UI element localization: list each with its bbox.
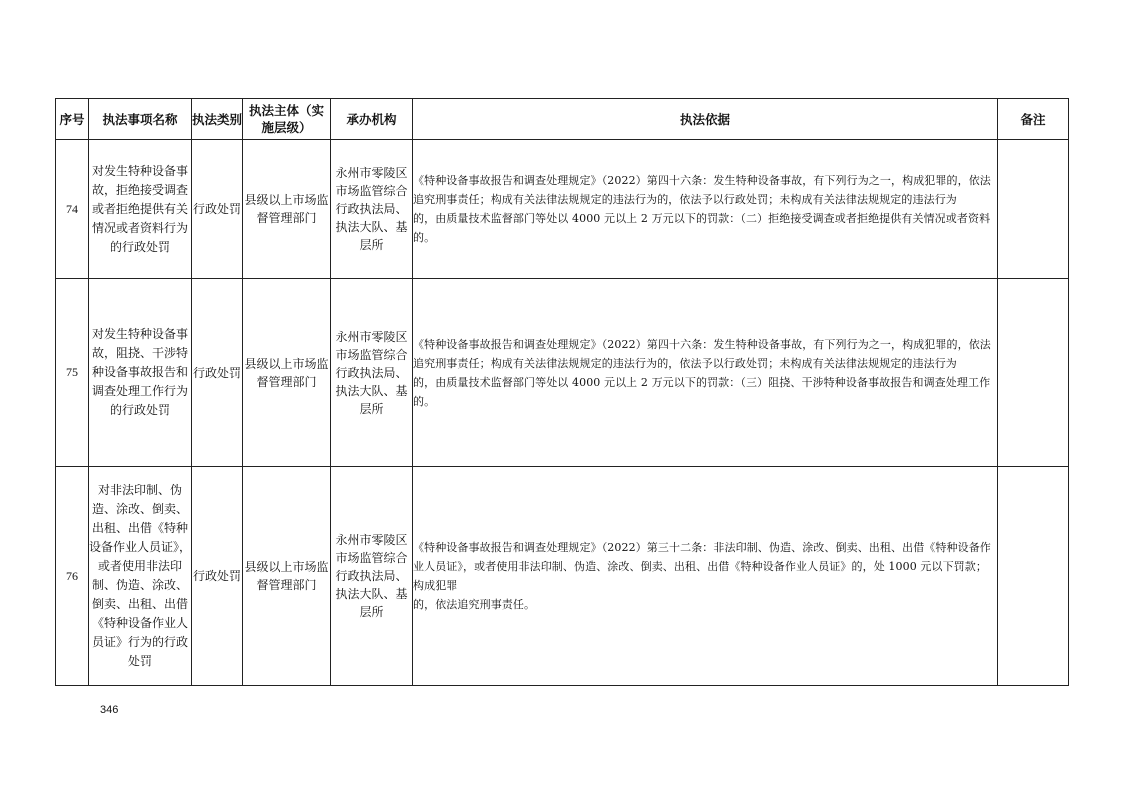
header-category: 执法类别 bbox=[192, 99, 243, 140]
row-name: 对发生特种设备事故，拒绝接受调查或者拒绝提供有关情况或者资料行为的行政处罚 bbox=[89, 140, 192, 279]
row-remark bbox=[998, 140, 1069, 279]
row-seq: 74 bbox=[56, 140, 89, 279]
row-agency: 永州市零陵区市场监管综合行政执法局、执法大队、基层所 bbox=[331, 467, 413, 686]
table-row bbox=[56, 467, 1069, 686]
header-agency: 承办机构 bbox=[331, 99, 413, 140]
row-remark bbox=[998, 467, 1069, 686]
row-name: 对非法印制、伪造、涂改、倒卖、出租、出借《特种设备作业人员证》，或者使用非法印制、伪造、涂改、倒卖、出租、出借《特种设备作业人员证》行为的行政处罚 bbox=[89, 467, 192, 686]
row-name: 对发生特种设备事故，阻挠、干涉特种设备事故报告和调查处理工作行为的行政处罚 bbox=[89, 279, 192, 467]
header-basis: 执法依据 bbox=[413, 99, 998, 140]
table-row bbox=[56, 140, 1069, 279]
header-name: 执法事项名称 bbox=[89, 99, 192, 140]
page-number: 346 bbox=[100, 704, 119, 716]
row-basis: 《特种设备事故报告和调查处理规定》（2022）第三十二条：非法印制、伪造、涂改、倒卖、出租、出借《特种设备作业人员证》，或者使用非法印制、伪造、涂改、倒卖、出租、出借《特种设备作业人员证》的，处 1000 元以下罚款；构成犯罪 的，依法追究刑事责任。 bbox=[413, 467, 998, 686]
header-remark: 备注 bbox=[998, 99, 1069, 140]
row-basis: 《特种设备事故报告和调查处理规定》（2022）第四十六条：发生特种设备事故，有下列行为之一，构成犯罪的，依法追究刑事责任；构成有关法律法规规定的违法行为的，依法予以行政处罚；未构成有关法律法规规定的违法行为 的，由质量技术监督部门等处以 4000 元以上 2 万元以下的罚款：（二）拒绝接受调查或者拒绝提供有关情况或者资料的。 bbox=[413, 140, 998, 279]
row-category: 行政处罚 bbox=[192, 140, 243, 279]
row-basis: 《特种设备事故报告和调查处理规定》（2022）第四十六条：发生特种设备事故，有下列行为之一，构成犯罪的，依法追究刑事责任；构成有关法律法规规定的违法行为的，依法予以行政处罚；未构成有关法律法规规定的违法行为 的，由质量技术监督部门等处以 4000 元以上 2 万元以下的罚款：（三）阻挠、干涉特种设备事故报告和调查处理工作的。 bbox=[413, 279, 998, 467]
row-subject: 县级以上市场监督管理部门 bbox=[243, 279, 331, 467]
table-row bbox=[56, 279, 1069, 467]
row-seq: 75 bbox=[56, 279, 89, 467]
header-subject: 执法主体（实施层级） bbox=[243, 99, 331, 140]
row-subject: 县级以上市场监督管理部门 bbox=[243, 467, 331, 686]
row-category: 行政处罚 bbox=[192, 279, 243, 467]
row-seq: 76 bbox=[56, 467, 89, 686]
row-agency: 永州市零陵区市场监管综合行政执法局、执法大队、基层所 bbox=[331, 140, 413, 279]
header-seq: 序号 bbox=[56, 99, 89, 140]
row-remark bbox=[998, 279, 1069, 467]
row-category: 行政处罚 bbox=[192, 467, 243, 686]
row-subject: 县级以上市场监督管理部门 bbox=[243, 140, 331, 279]
row-agency: 永州市零陵区市场监管综合行政执法局、执法大队、基层所 bbox=[331, 279, 413, 467]
table-header-row bbox=[56, 99, 1069, 140]
enforcement-table bbox=[55, 98, 1069, 686]
